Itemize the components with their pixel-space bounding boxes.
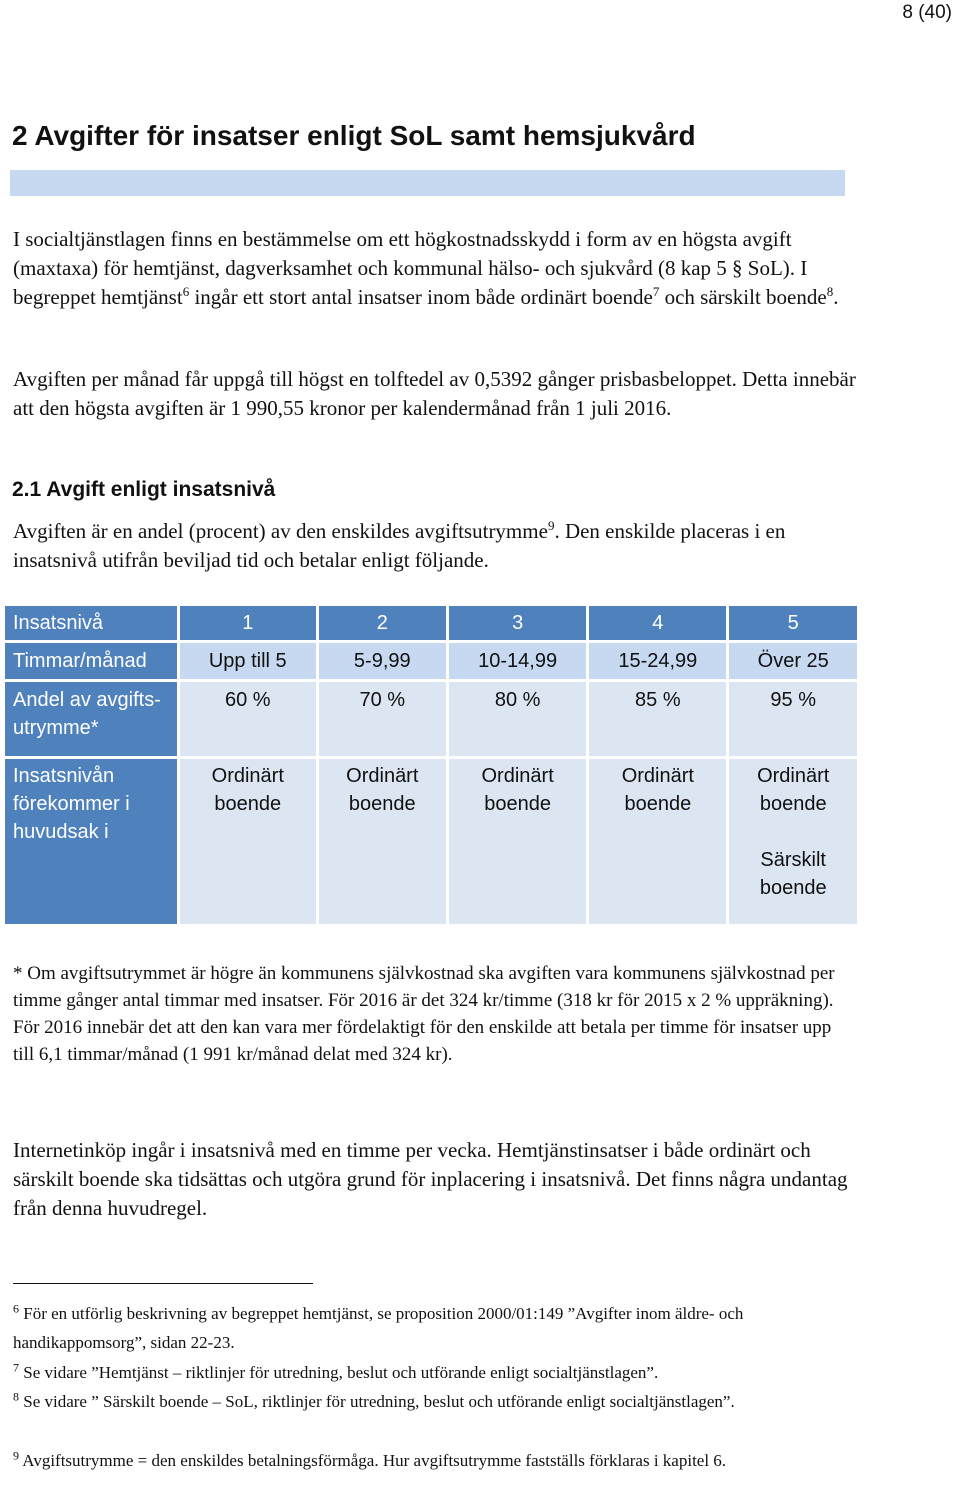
footnote-number: 6 xyxy=(13,1301,19,1316)
level-intro-text-b: . Den enskilde placeras i en insatsnivå utifrån beviljad tid och betalar enligt följande. xyxy=(13,519,786,572)
occurs-word-1: Ordinärt xyxy=(757,765,830,787)
occurs-cell xyxy=(180,759,316,924)
footnote-8 xyxy=(13,1387,863,1416)
cell-spacer xyxy=(737,818,849,846)
intro-text-b: ingår ett stort antal insatser inom både ordinärt boende xyxy=(189,285,653,309)
heading-divider-bar xyxy=(10,170,845,196)
footnote-7 xyxy=(13,1358,863,1387)
footnote-text: För en utförlig beskrivning av begreppet hemtjänst, se proposition 2000/01:149 ”Avgifter inom äldre- och handikappomsorg”, sidan 22-23. xyxy=(13,1304,744,1352)
hours-cell: 15-24,99 xyxy=(589,643,726,679)
table-header-row xyxy=(5,606,857,640)
hours-cell: 10-14,99 xyxy=(449,643,586,679)
share-cell: 70 % xyxy=(319,682,447,756)
share-cell: 95 % xyxy=(729,682,857,756)
occurs-label-line-1: Insatsnivån xyxy=(13,765,115,787)
header-label-cell: Insatsnivå xyxy=(5,606,177,640)
intro-text-a: I socialtjänstlagen finns en bestämmelse om ett högkostnadsskydd i form av en högsta avgift (maxtaxa) för hemtjänst, dagverksamhet och kommunal hälso- och sjukvård (8 kap 5 § SoL). I begreppet hemtjänst xyxy=(13,227,808,309)
share-label-line-2: utrymme* xyxy=(13,717,99,739)
occurs-word-2: boende xyxy=(214,793,282,815)
hours-cell: 5-9,99 xyxy=(319,643,447,679)
level-cell: 2 xyxy=(319,606,447,640)
footnote-number: 9 xyxy=(13,1448,19,1463)
occurs-word-2: boende xyxy=(759,793,827,815)
occurs-word-1: Ordinärt xyxy=(211,765,284,787)
occurs-cell xyxy=(319,759,447,924)
intro-text-c: och särskilt boende xyxy=(659,285,827,309)
final-paragraph: Internetinköp ingår i insatsnivå med en timme per vecka. Hemtjänstinsatser i både ordinärt och särskilt boende ska tidsättas och utgöra grund för inplacering i insatsnivå. Det finns några undantag från denna huvudregel. xyxy=(13,1138,848,1220)
intro-text-d: . xyxy=(833,285,839,309)
occurs-label-line-2: förekommer i xyxy=(13,793,130,815)
occurs-cell xyxy=(449,759,586,924)
occurs-label-line-3: huvudsak i xyxy=(13,821,109,843)
level-intro-paragraph xyxy=(13,517,863,575)
share-cell: 60 % xyxy=(180,682,316,756)
level-cell: 4 xyxy=(589,606,726,640)
footnote-text: Avgiftsutrymme = den enskildes betalningsförmåga. Hur avgiftsutrymme fastställs förklaras i kapitel 6. xyxy=(19,1451,727,1470)
level-cell: 5 xyxy=(729,606,857,640)
occurs-word-1: Ordinärt xyxy=(346,765,419,787)
footnote-6 xyxy=(13,1299,863,1357)
level-cell: 3 xyxy=(449,606,586,640)
footnote-separator xyxy=(13,1283,313,1284)
footnote-ref-7[interactable]: 7 xyxy=(652,284,660,299)
footnote-9 xyxy=(13,1446,863,1475)
footnote-number: 8 xyxy=(13,1389,19,1404)
footnote-ref-6[interactable]: 6 xyxy=(182,284,190,299)
share-cell: 85 % xyxy=(589,682,726,756)
footnote-ref-9[interactable]: 9 xyxy=(547,518,555,533)
occurs-word-2: boende xyxy=(484,793,551,815)
level-cell: 1 xyxy=(180,606,316,640)
footnote-text: Se vidare ”Hemtjänst – riktlinjer för utredning, beslut och utförande enligt socialtjänstlagen”. xyxy=(19,1363,659,1382)
occurs-cell xyxy=(589,759,726,924)
occurs-word-1: Ordinärt xyxy=(621,765,694,787)
share-label-line-1: Andel av avgifts- xyxy=(13,689,161,711)
occurs-word-1: Ordinärt xyxy=(481,765,554,787)
table-note: * Om avgiftsutrymmet är högre än kommunens självkostnad ska avgiften vara kommunens självkostnad per timme gånger antal timmar med insatser. För 2016 är det 324 kr/timme (318 kr för 2015 x 2 % uppräkning). För 2016 innebär det att den kan vara mer fördelaktigt för den enskilde att betala per timme för insatser upp till 6,1 timmar/månad (1 991 kr/månad delat med 324 kr). xyxy=(13,963,835,1065)
fee-paragraph: Avgiften per månad får uppgå till högst en tolftedel av 0,5392 gånger prisbasbeloppet. Detta innebär att den högsta avgiften är 1 990,55 kronor per kalendermånad från 1 juli 2016. xyxy=(13,367,856,420)
footnote-number: 7 xyxy=(13,1360,19,1375)
intro-paragraph xyxy=(13,225,863,312)
hours-cell: Över 25 xyxy=(729,643,857,679)
occurs-cell xyxy=(729,759,857,924)
hours-label-cell: Timmar/månad xyxy=(5,643,177,679)
occurs-label-cell xyxy=(5,759,177,924)
footnote-ref-8[interactable]: 8 xyxy=(826,284,834,299)
table-row-share xyxy=(5,682,857,756)
occurs-word-2: boende xyxy=(624,793,692,815)
fee-level-table xyxy=(2,603,860,927)
occurs-extra-1: Särskilt xyxy=(760,849,826,871)
occurs-word-2: boende xyxy=(348,793,416,815)
level-intro-text-a: Avgiften är en andel (procent) av den enskildes avgiftsutrymme xyxy=(13,519,548,543)
share-label-cell xyxy=(5,682,177,756)
subsection-heading: 2.1 Avgift enligt insatsnivå xyxy=(12,478,276,501)
table-row-occurs xyxy=(5,759,857,924)
page-number: 8 (40) xyxy=(902,2,952,23)
footnote-text: Se vidare ” Särskilt boende – SoL, riktlinjer för utredning, beslut och utförande enligt socialtjänstlagen”. xyxy=(19,1392,735,1411)
occurs-extra-2: boende xyxy=(759,877,827,899)
table-row-hours xyxy=(5,643,857,679)
share-cell: 80 % xyxy=(449,682,586,756)
section-heading: 2 Avgifter för insatser enligt SoL samt hemsjukvård xyxy=(12,120,696,151)
hours-cell: Upp till 5 xyxy=(180,643,316,679)
